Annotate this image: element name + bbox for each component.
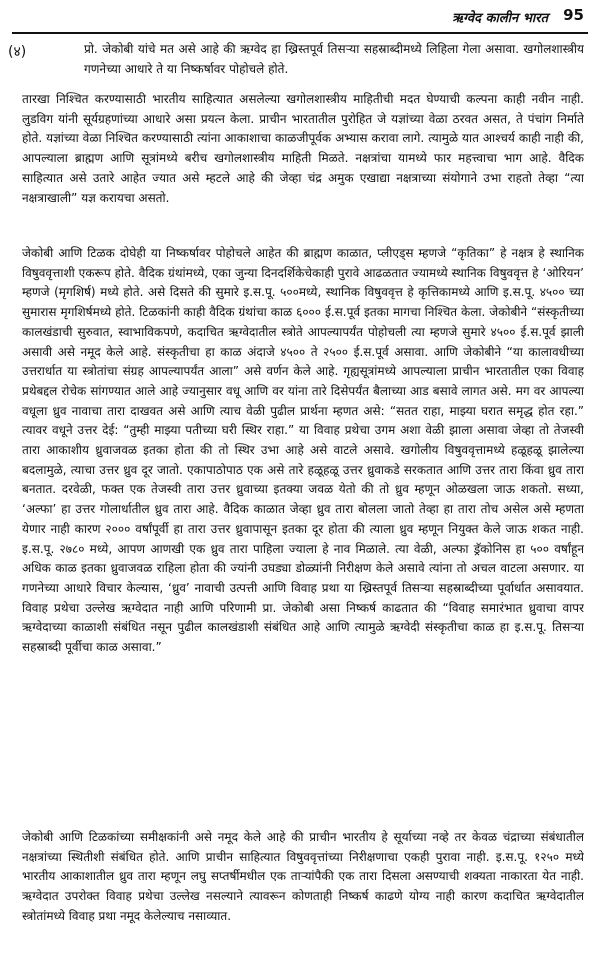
running-header: [12, 2, 588, 34]
item-number: (४): [8, 44, 27, 60]
paragraph-intro: प्रो. जेकोबी यांचे मत असे आहे की ऋग्वेद हा ख्रिस्तपूर्व तिसऱ्या सहस्राब्दीमध्ये लिहिला गेला असावा. खगोलशास्त्रीय गणनेच्या आधारे ते या निष्कर्षावर पोहोचले होते.: [84, 42, 584, 76]
running-title: ऋग्वेद कालीन भारत: [452, 11, 548, 26]
paragraph-critics: जेकोबी आणि टिळकांच्या समीक्षकांनी असे नमूद केले आहे की प्राचीन भारतीय हे सूर्याच्या नव्हे तर केवळ चंद्राच्या संबंधातील नक्षत्रांच्या स्थितीशी संबंधित होते. आणि प्राचीन साहित्यात विषुववृत्तांच्या निरीक्षणाचा एकही पुरावा नाही. इ.स.पू. १२५० मध्ये भारतीय आकाशातील ध्रुव तारा म्हणून लघु सप्तर्षीमधील एक ताऱ्यांपैकी एक तारा दिसला असण्याची शक्यता नाकारता येत नाही. ऋग्वेदात उपरोक्त विवाह प्रथेचा उल्लेख नसल्याने त्यावरून कोणताही निष्कर्ष काढणे योग्य नाही कारण कदाचित ऋग्वेदातील स्त्रोतांमध्ये विवाह प्रथा नमूद केलेल्याच नसाव्यात.: [22, 830, 584, 923]
paragraph-jacobi-tilak: जेकोबी आणि टिळक दोघेही या निष्कर्षावर पोहोचले आहेत की ब्राह्मण काळात, प्लीएड्स म्हणजे “कृतिका” हे नक्षत्र हे स्थानिक विषुववृत्ताशी एकरूप होते. वैदिक ग्रंथांमध्ये, एका जुन्या दिनदर्शिकेचेकाही पुरावे आढळतात ज्यामध्ये स्थानिक विषुववृत्त हे ‘ओरियन’ म्हणजे (मृगशिर्ष) मध्ये होते. असे दिसते की सुमारे इ.स.पू. ५००मध्ये, स्थानिक विषुववृत्त हे कृत्तिकामध्ये आणि इ.स.पू. ४५०० च्या सुमारास मृगशिर्षमध्ये होते. टिळकांनी काही वैदिक ग्रंथांचा काळ ६००० ई.स.पूर्व इतका मागचा निश्चित केला. जेकोबीने “संस्कृतीच्या कालखंडाची सुरुवात, स्वाभाविकपणे, कदाचित ऋग्वेदातील स्त्रोते आपल्यापर्यंत पोहोचली त्या म्हणजे सुमारे ४५०० ई.स.पूर्व झाली असावी असे नमूद केले आहे. संस्कृतीचा हा काळ अंदाजे ४५०० ते २५०० ई.स.पूर्व असावा. आणि जेकोबीने “या कालावधीच्या उत्तरार्धात या स्त्रोतांचा संग्रह आपल्यापर्यंत आला” असे वर्णन केले आहे. गृह्यसूत्रांमध्ये आपल्याला प्राचीन भारतातील एका विवाह प्रथेबद्दल रोचेक सांगण्यात आले आहे ज्यानुसार वधू आणि वर यांना तारे दिसेपर्यंत बैलाच्या आड बसावे लागत असे. मग वर आपल्या वधूला ध्रुव नावाचा तारा दाखवत असे आणि त्याच वेळी पुढील प्रार्थना म्हणत असे: “सतत राहा, माझ्या घरात समृद्ध होत रहा.” त्यावर वधूने उत्तर देई: “तुम्ही माझ्या पतीच्या घरी स्थिर राहा.” या विवाह प्रथेचा उगम अशा वेळी झाला असावा जेव्हा तो तेजस्वी तारा आकाशीय ध्रुवाजवळ इतका होता की तो स्थिर उभा आहे असे वाटले असावे. खगोलीय विषुववृत्तामध्ये हळूहळू झालेल्या बदलामुळे, त्याचा उत्तर ध्रुव दूर जातो. एकापाठोपाठ एक असे तारे हळूहळू उत्तर ध्रुवाकडे सरकतात आणि उत्तर तारा किंवा ध्रुव तारा बनतात. दरवेळी, फक्त एक तेजस्वी तारा उत्तर ध्रुवाच्या इतक्या जवळ येतो की तो ध्रुव म्हणून ओळखला जाऊ शकतो. सध्या, ‘अल्फा’ हा उत्तर गोलार्धातील ध्रुव तारा आहे. वैदिक काळात जेव्हा ध्रुव तारा बोलला जातो तेव्हा हा तारा तोच असेल असे म्हणता येणार नाही कारण २००० वर्षांपूर्वी हा तारा उत्तर ध्रुवापासून इतका दूर होता की त्याला ध्रुव म्हणून नियुक्त केले जाऊ शकत नाही. इ.स.पू. २७८० मध्ये, आपण आणखी एक ध्रुव तारा पाहिला ज्याला हे नाव मिळाले. त्या वेळी, अल्फा ड्रॅकोनिस हा ५०० वर्षांहून अधिक काळ इतका ध्रुवाजवळ राहिला होता की ज्यांनी उघड्या डोळ्यांनी निरीक्षण केले असावे त्यांना तो अचल वाटला असणार. या गणनेच्या आधारे विचार केल्यास, ‘ध्रुव’ नावाची उत्पत्ती आणि विवाह प्रथा या ख्रिस्तपूर्व तिसऱ्या सहस्राब्दीच्या पूर्वार्धात असावयात. विवाह प्रथेचा उल्लेख ऋग्वेदात नाही आणि परिणामी प्रा. जेकोबी असा निष्कर्ष काढतात की “विवाह समारंभात ध्रुवाचा वापर ऋग्वेदाच्या काळाशी संबंधित नसून पुढील कालखंडाशी संबंधित आहे आणि त्यामुळे ऋग्वेदी संस्कृतीचा काळ हा इ.स.पू. तिसऱ्या सहस्राब्दी पूर्वीचा काळ असावा.”: [22, 246, 584, 655]
page-number: 95: [563, 6, 584, 24]
paragraph-astronomy: तारखा निश्चित करण्यासाठी भारतीय साहित्यात असलेल्या खगोलशास्त्रीय माहितीची मदत घेण्याची कल्पना काही नवीन नाही. लुडविग यांनी सूर्यग्रहणांच्या आधारे असा प्रयत्न केला. प्राचीन भारतातील पुरोहित जे यज्ञांच्या वेळा ठरवत असत, ते पंचांग निर्माते होते. यज्ञांच्या वेळा निश्चित करण्यासाठी त्यांना आकाशाचा काळजीपूर्वक अभ्यास करावा लागे. त्यामुळे यात आश्चर्य काही नाही की, आपल्याला ब्राह्मण आणि सूत्रांमध्ये बरीच खगोलशास्त्रीय माहिती मिळते. नक्षत्रांचा यामध्ये फार महत्त्वाचा भाग आहे. वैदिक साहित्यात असे उतारे आहेत ज्यात असे म्हटले आहे की जेव्हा चंद्र अमुक एखाद्या नक्षत्राच्या संयोगाने उभा राहतो तेव्हा “त्या नक्षत्राखाली” यज्ञ करायचा असतो.: [22, 92, 584, 205]
